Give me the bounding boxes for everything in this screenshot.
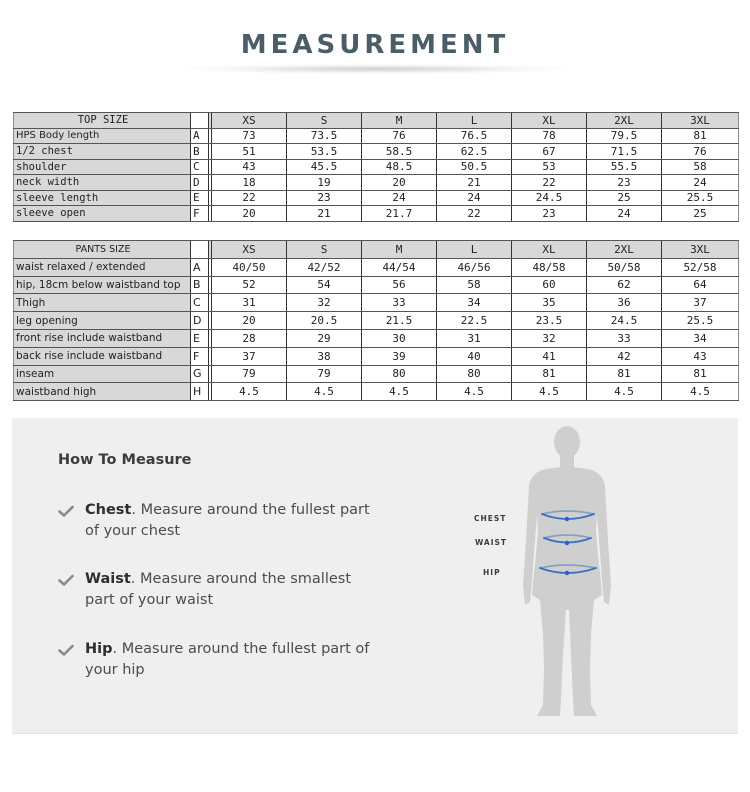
cell-value: 58 [437, 276, 512, 294]
cell-value: 40/50 [212, 258, 287, 276]
how-to-measure-title: How To Measure [58, 452, 192, 468]
cell-value: 28 [212, 329, 287, 347]
size-header: M [362, 241, 437, 259]
row-label: back rise include waistband [14, 347, 191, 365]
row-letter: D [191, 312, 209, 330]
cell-value: 4.5 [287, 383, 362, 401]
table-header-row [14, 113, 739, 129]
cell-value: 24 [662, 175, 739, 191]
cell-value: 81 [662, 365, 739, 383]
cell-value: 24 [362, 190, 437, 206]
cell-value: 78 [512, 128, 587, 144]
cell-value: 32 [287, 294, 362, 312]
cell-value: 20 [212, 312, 287, 330]
cell-value: 50/58 [587, 258, 662, 276]
cell-value: 42/52 [287, 258, 362, 276]
cell-value: 55.5 [587, 159, 662, 175]
cell-value: 24 [437, 190, 512, 206]
size-header: 3XL [662, 241, 739, 259]
table-header-label: PANTS SIZE [14, 241, 191, 259]
row-letter: A [191, 128, 209, 144]
checkmark-icon [58, 573, 74, 587]
letter-header [191, 113, 209, 129]
cell-value: 67 [512, 144, 587, 160]
table-row [14, 312, 739, 330]
cell-value: 21 [287, 206, 362, 222]
table-header-label: TOP SIZE [14, 113, 191, 129]
cell-value: 50.5 [437, 159, 512, 175]
cell-value: 25 [662, 206, 739, 222]
row-label: Thigh [14, 294, 191, 312]
row-letter: F [191, 347, 209, 365]
cell-value: 39 [362, 347, 437, 365]
cell-value: 4.5 [587, 383, 662, 401]
cell-value: 81 [662, 128, 739, 144]
cell-value: 48.5 [362, 159, 437, 175]
cell-value: 76 [362, 128, 437, 144]
cell-value: 54 [287, 276, 362, 294]
cell-value: 21.7 [362, 206, 437, 222]
tip-description: . Measure around the smallest part of your waist [85, 571, 352, 608]
cell-value: 24.5 [587, 312, 662, 330]
cell-value: 73 [212, 128, 287, 144]
pants-size-table [13, 240, 739, 401]
figure-label-hip: HIP [483, 568, 501, 577]
row-letter: B [191, 276, 209, 294]
cell-value: 34 [437, 294, 512, 312]
cell-value: 43 [662, 347, 739, 365]
cell-value: 4.5 [662, 383, 739, 401]
cell-value: 18 [212, 175, 287, 191]
cell-value: 32 [512, 329, 587, 347]
row-letter: H [191, 383, 209, 401]
row-letter: B [191, 144, 209, 160]
cell-value: 81 [587, 365, 662, 383]
cell-value: 56 [362, 276, 437, 294]
tip-text [85, 569, 385, 611]
row-label: HPS Body length [14, 128, 191, 144]
table-row [14, 329, 739, 347]
cell-value: 53 [512, 159, 587, 175]
table-row [14, 190, 739, 206]
row-label: hip, 18cm below waistband top [14, 276, 191, 294]
size-header: S [287, 241, 362, 259]
cell-value: 24.5 [512, 190, 587, 206]
cell-value: 24 [587, 206, 662, 222]
cell-value: 4.5 [212, 383, 287, 401]
size-header: 2XL [587, 113, 662, 129]
row-label: sleeve open [14, 206, 191, 222]
tip-term: Waist [85, 571, 131, 587]
page-title: MEASUREMENT [240, 30, 510, 60]
table-header-row [14, 241, 739, 259]
row-letter: E [191, 329, 209, 347]
size-header: L [437, 241, 512, 259]
row-letter: A [191, 258, 209, 276]
size-header: M [362, 113, 437, 129]
cell-value: 23 [587, 175, 662, 191]
cell-value: 35 [512, 294, 587, 312]
row-label: shoulder [14, 159, 191, 175]
cell-value: 81 [512, 365, 587, 383]
cell-value: 62.5 [437, 144, 512, 160]
cell-value: 38 [287, 347, 362, 365]
size-header: XL [512, 113, 587, 129]
cell-value: 76 [662, 144, 739, 160]
cell-value: 51 [212, 144, 287, 160]
cell-value: 25.5 [662, 312, 739, 330]
table-row [14, 258, 739, 276]
table-row [14, 294, 739, 312]
cell-value: 20 [362, 175, 437, 191]
cell-value: 62 [587, 276, 662, 294]
cell-value: 21 [437, 175, 512, 191]
cell-value: 22 [437, 206, 512, 222]
cell-value: 19 [287, 175, 362, 191]
checkmark-icon [58, 504, 74, 518]
cell-value: 23 [287, 190, 362, 206]
row-label: sleeve length [14, 190, 191, 206]
cell-value: 25.5 [662, 190, 739, 206]
cell-value: 43 [212, 159, 287, 175]
row-letter: F [191, 206, 209, 222]
cell-value: 33 [587, 329, 662, 347]
cell-value: 48/58 [512, 258, 587, 276]
size-header: XS [212, 241, 287, 259]
table-row [14, 347, 739, 365]
cell-value: 30 [362, 329, 437, 347]
cell-value: 4.5 [437, 383, 512, 401]
cell-value: 80 [362, 365, 437, 383]
row-label: leg opening [14, 312, 191, 330]
cell-value: 71.5 [587, 144, 662, 160]
cell-value: 4.5 [512, 383, 587, 401]
table-row [14, 159, 739, 175]
cell-value: 41 [512, 347, 587, 365]
table-row [14, 175, 739, 191]
row-letter: E [191, 190, 209, 206]
cell-value: 22 [512, 175, 587, 191]
cell-value: 23 [512, 206, 587, 222]
body-measurement-figure [470, 420, 650, 725]
cell-value: 33 [362, 294, 437, 312]
cell-value: 52/58 [662, 258, 739, 276]
table-row [14, 128, 739, 144]
cell-value: 58.5 [362, 144, 437, 160]
cell-value: 60 [512, 276, 587, 294]
chest-marker-icon [565, 517, 569, 521]
size-header: 3XL [662, 113, 739, 129]
cell-value: 40 [437, 347, 512, 365]
size-header: XS [212, 113, 287, 129]
row-label: 1/2 chest [14, 144, 191, 160]
cell-value: 37 [212, 347, 287, 365]
cell-value: 46/56 [437, 258, 512, 276]
cell-value: 29 [287, 329, 362, 347]
letter-header [191, 241, 209, 259]
figure-label-chest: CHEST [474, 514, 507, 523]
tip-description: . Measure around the fullest part of your chest [85, 502, 370, 539]
table-row [14, 206, 739, 222]
cell-value: 79 [287, 365, 362, 383]
cell-value: 76.5 [437, 128, 512, 144]
cell-value: 31 [212, 294, 287, 312]
cell-value: 25 [587, 190, 662, 206]
cell-value: 45.5 [287, 159, 362, 175]
table-row [14, 144, 739, 160]
checkmark-icon [58, 643, 74, 657]
cell-value: 4.5 [362, 383, 437, 401]
cell-value: 53.5 [287, 144, 362, 160]
cell-value: 22.5 [437, 312, 512, 330]
cell-value: 52 [212, 276, 287, 294]
row-label: waist relaxed / extended [14, 258, 191, 276]
waist-marker-icon [565, 541, 569, 545]
cell-value: 22 [212, 190, 287, 206]
cell-value: 34 [662, 329, 739, 347]
tip-term: Hip [85, 641, 113, 657]
cell-value: 20 [212, 206, 287, 222]
cell-value: 73.5 [287, 128, 362, 144]
row-label: front rise include waistband [14, 329, 191, 347]
page-header [0, 24, 750, 74]
cell-value: 23.5 [512, 312, 587, 330]
row-label: waistband high [14, 383, 191, 401]
size-header: 2XL [587, 241, 662, 259]
tip-description: . Measure around the fullest part of your hip [85, 641, 370, 678]
cell-value: 80 [437, 365, 512, 383]
row-letter: G [191, 365, 209, 383]
tip-text [85, 639, 385, 681]
cell-value: 79 [212, 365, 287, 383]
figure-label-waist: WAIST [475, 538, 508, 547]
row-letter: C [191, 159, 209, 175]
cell-value: 20.5 [287, 312, 362, 330]
cell-value: 64 [662, 276, 739, 294]
row-label: inseam [14, 365, 191, 383]
cell-value: 42 [587, 347, 662, 365]
cell-value: 36 [587, 294, 662, 312]
tip-text [85, 500, 385, 542]
cell-value: 44/54 [362, 258, 437, 276]
row-letter: C [191, 294, 209, 312]
table-row [14, 383, 739, 401]
title-shadow-decoration [185, 64, 565, 74]
cell-value: 21.5 [362, 312, 437, 330]
size-header: XL [512, 241, 587, 259]
cell-value: 58 [662, 159, 739, 175]
row-label: neck width [14, 175, 191, 191]
cell-value: 79.5 [587, 128, 662, 144]
row-letter: D [191, 175, 209, 191]
size-header: L [437, 113, 512, 129]
size-header: S [287, 113, 362, 129]
tip-term: Chest [85, 502, 132, 518]
top-size-table [13, 112, 739, 222]
cell-value: 31 [437, 329, 512, 347]
table-row [14, 276, 739, 294]
table-row [14, 365, 739, 383]
cell-value: 37 [662, 294, 739, 312]
hip-marker-icon [565, 571, 569, 575]
